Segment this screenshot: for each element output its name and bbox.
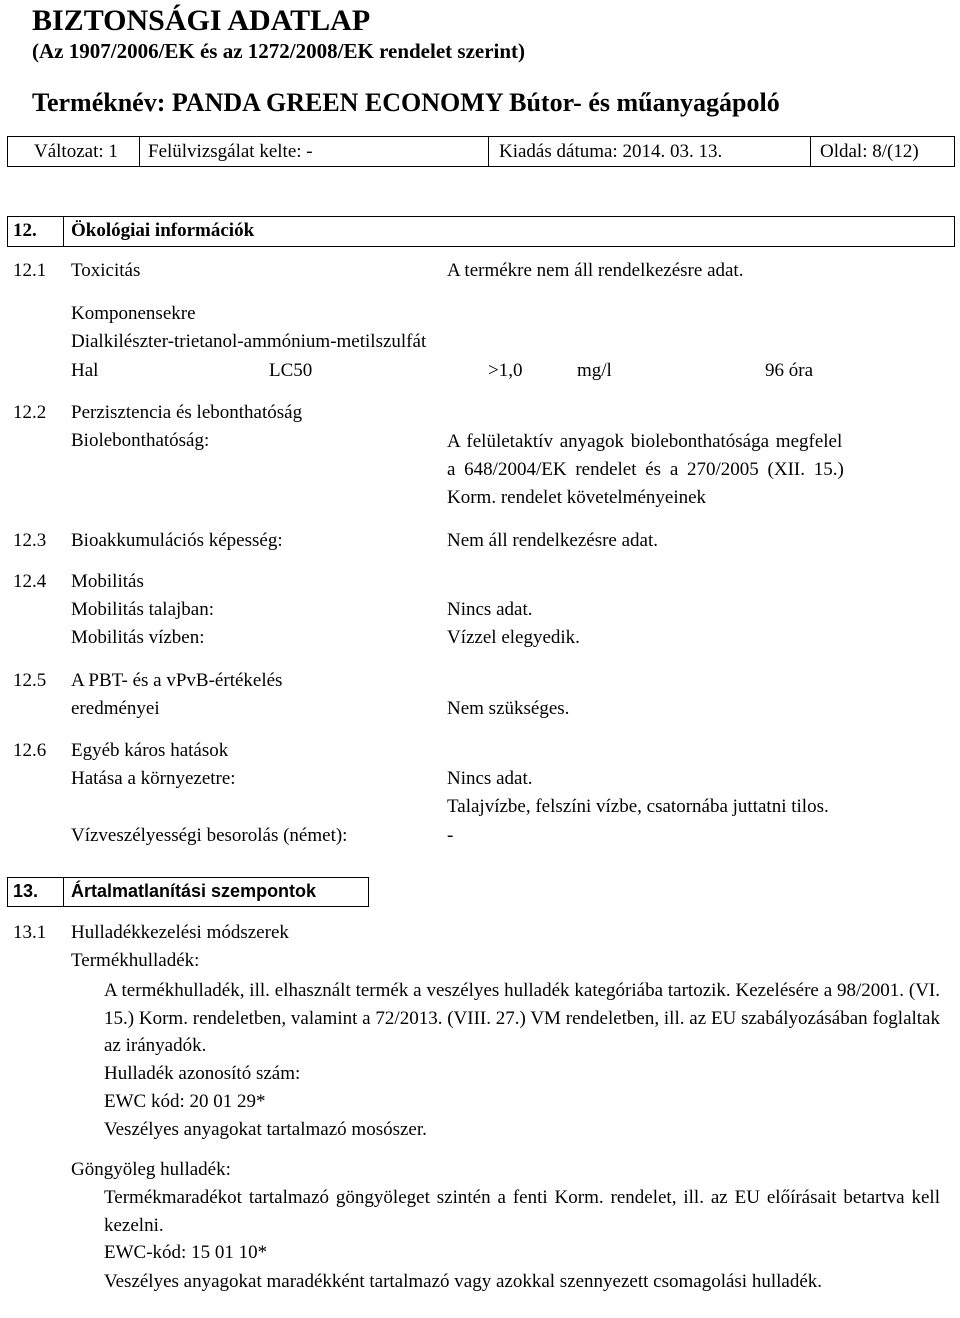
s12-3-number: 12.3 [13,530,47,551]
s12-3-label: Bioakkumulációs képesség: [71,530,283,551]
wgk-value: - [447,825,454,846]
tox-organism: Hal [71,360,99,381]
env-effect-value-2: Talajvízbe, felszíni vízbe, csatornába juttatni tilos. [447,796,829,817]
tox-value: >1,0 [488,360,523,381]
s12-1-value: A termékre nem áll rendelkezésre adat. [447,260,744,281]
s12-1-number: 12.1 [13,260,47,281]
tox-duration: 96 óra [765,360,814,381]
section-12-heading [7,216,955,247]
section-13-heading [7,877,369,907]
section-12-title: Ökológiai információk [71,220,255,241]
biodegradability-value-3: Korm. rendelet követelményeinek [447,487,707,508]
tox-test: LC50 [269,360,313,381]
soil-mobility-value: Nincs adat. [447,599,533,620]
product-name: Terméknév: PANDA GREEN ECONOMY Bútor- és műanyagápoló [32,88,780,117]
wgk-label: Vízveszélyességi besorolás (német): [71,825,348,846]
s12-5-label-1: A PBT- és a vPvB-értékelés [71,670,283,691]
page-number-label: Oldal: 8/(12) [820,141,919,162]
env-effect-label: Hatása a környezetre: [71,768,236,789]
soil-mobility-label: Mobilitás talajban: [71,599,215,620]
s12-5-number: 12.5 [13,670,47,691]
document-subtitle: (Az 1907/2006/EK és az 1272/2008/EK rendelet szerint) [32,39,526,63]
s12-3-value: Nem áll rendelkezésre adat. [447,530,658,551]
biodegradability-value-2: a 648/2004/EK rendelet és a 270/2005 (XII. 15.) [447,459,844,480]
biodegradability-value-1: A felületaktív anyagok biolebonthatósága megfelel [447,431,843,452]
tox-unit: mg/l [577,360,612,381]
water-mobility-value: Vízzel elegyedik. [447,627,580,648]
packaging-waste-label: Göngyöleg hulladék: [71,1159,231,1180]
water-mobility-label: Mobilitás vízben: [71,627,205,648]
env-effect-value-1: Nincs adat. [447,768,533,789]
packaging-ewc-code: EWC-kód: 15 01 10* [104,1242,268,1263]
packaging-waste-text: Termékmaradékot tartalmazó göngyöleget szintén a fenti Korm. rendelet, ill. az EU előírásait betartva kell kezelni. [104,1187,940,1236]
section-13-number: 13. [13,881,39,901]
component-name: Dialkilészter-trietanol-ammónium-metilszulfát [71,331,427,352]
document-title: BIZTONSÁGI ADATLAP [32,4,371,37]
components-label: Komponensekre [71,303,196,324]
ewc-description: Veszélyes anyagokat tartalmazó mosószer. [104,1119,427,1140]
review-label: Felülvizsgálat kelte: - [148,141,313,162]
s12-4-label: Mobilitás [71,571,144,592]
section-13-title: Ártalmatlanítási szempontok [71,881,317,901]
ewc-code: EWC kód: 20 01 29* [104,1091,266,1112]
biodegradability-label: Biolebonthatóság: [71,430,210,451]
s12-5-label-2: eredményei [71,698,160,719]
s12-1-label: Toxicitás [71,260,141,281]
section-12-number: 12. [13,220,37,241]
s12-2-label: Perzisztencia és lebonthatóság [71,402,303,423]
s12-6-number: 12.6 [13,740,47,761]
s12-4-number: 12.4 [13,571,47,592]
s12-6-label: Egyéb káros hatások [71,740,229,761]
s12-2-number: 12.2 [13,402,47,423]
waste-id-label: Hulladék azonosító szám: [104,1063,301,1084]
product-waste-label: Termékhulladék: [71,950,200,971]
issue-date-label: Kiadás dátuma: 2014. 03. 13. [499,141,723,162]
version-label: Változat: 1 [34,141,118,162]
meta-bar [7,136,955,167]
product-waste-text: A termékhulladék, ill. elhasznált termék a veszélyes hulladék kategóriába tartozik. Kezelésére a 98/2001. (VI. 15.) Korm. rendeletben, valamint a 72/2013. (VIII. 27.) VM rendeletben, ill. az EU szabályozásában foglaltak az irányadók. [104,980,940,1056]
packaging-ewc-description: Veszélyes anyagokat maradékként tartalmazó vagy azokkal szennyezett csomagolási hulladék. [104,1271,823,1292]
s13-1-number: 13.1 [13,922,47,943]
s12-5-value: Nem szükséges. [447,698,570,719]
s13-1-label: Hulladékkezelési módszerek [71,922,289,943]
